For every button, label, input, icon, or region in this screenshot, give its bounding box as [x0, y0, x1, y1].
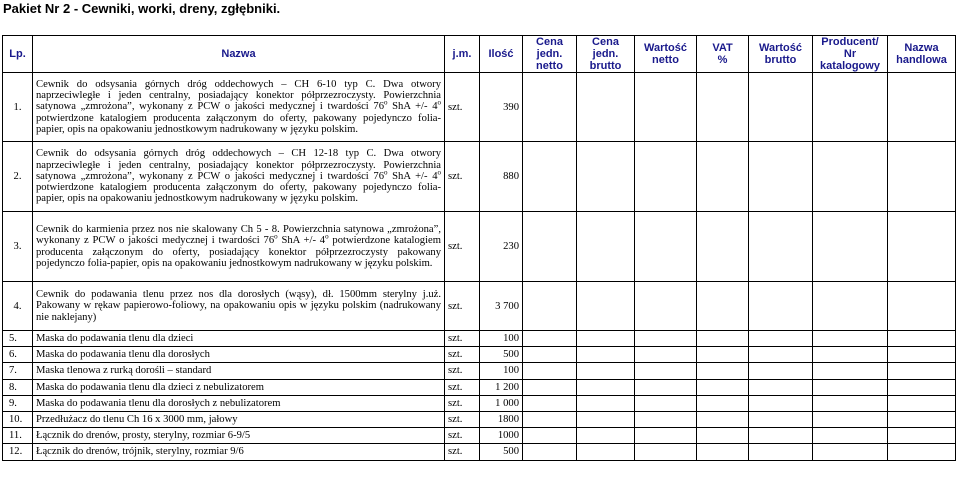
nazwa-handlowa-cell	[888, 395, 956, 411]
nazwa-handlowa-cell	[888, 347, 956, 363]
vat-cell	[697, 444, 749, 460]
wartosc-brutto-cell	[749, 282, 813, 331]
cena-brutto-cell	[577, 395, 635, 411]
item-description	[33, 395, 445, 411]
wartosc-brutto-cell	[749, 444, 813, 460]
vat-cell	[697, 363, 749, 379]
cena-brutto-cell	[577, 282, 635, 331]
table-body	[3, 73, 956, 461]
item-description	[33, 428, 445, 444]
table-row	[3, 379, 956, 395]
degree-superscript: o	[437, 168, 441, 177]
quantity: 1 200	[480, 379, 523, 395]
cena-netto-cell	[523, 331, 577, 347]
unit-of-measure: szt.	[445, 411, 480, 427]
unit-of-measure: szt.	[445, 331, 480, 347]
degree-superscript: o	[384, 168, 388, 177]
wartosc-brutto-cell	[749, 73, 813, 142]
quantity: 1800	[480, 411, 523, 427]
wartosc-netto-cell	[635, 212, 697, 282]
table-row	[3, 142, 956, 212]
row-number: 1.	[3, 73, 33, 142]
header-nazwa: Nazwa	[33, 36, 445, 73]
cena-netto-cell	[523, 444, 577, 460]
nazwa-handlowa-cell	[888, 428, 956, 444]
wartosc-brutto-cell	[749, 428, 813, 444]
item-description	[33, 212, 445, 282]
row-number: 4.	[3, 282, 33, 331]
table-row	[3, 428, 956, 444]
header-wartosc-brutto: Wartość brutto	[749, 36, 813, 73]
nazwa-handlowa-cell	[888, 444, 956, 460]
quantity: 500	[480, 347, 523, 363]
cena-netto-cell	[523, 282, 577, 331]
cena-brutto-cell	[577, 379, 635, 395]
nazwa-handlowa-cell	[888, 73, 956, 142]
producent-cell	[813, 142, 888, 212]
wartosc-netto-cell	[635, 282, 697, 331]
producent-cell	[813, 395, 888, 411]
description-text: potwierdzone katalogiem producenta załączonym do oferty, posiadający konektor półprzezroczysty pakowany pojedynczo folia-papier, opis na opakowaniu jednostkowym nadrukowany w języku polskim.	[36, 235, 441, 269]
nazwa-handlowa-cell	[888, 411, 956, 427]
unit-of-measure: szt.	[445, 444, 480, 460]
description-text: Maska do podawania tlenu dla dzieci z nebulizatorem	[36, 381, 264, 393]
quantity: 880	[480, 142, 523, 212]
quantity: 230	[480, 212, 523, 282]
unit-of-measure: szt.	[445, 395, 480, 411]
wartosc-netto-cell	[635, 395, 697, 411]
producent-cell	[813, 282, 888, 331]
wartosc-netto-cell	[635, 142, 697, 212]
description-text: Łącznik do drenów, prosty, sterylny, rozmiar 6-9/5	[36, 430, 251, 442]
producent-cell	[813, 428, 888, 444]
row-number: 5.	[3, 331, 33, 347]
quantity: 100	[480, 331, 523, 347]
cena-netto-cell	[523, 379, 577, 395]
row-number: 8.	[3, 379, 33, 395]
cena-brutto-cell	[577, 444, 635, 460]
cena-netto-cell	[523, 347, 577, 363]
wartosc-netto-cell	[635, 428, 697, 444]
wartosc-netto-cell	[635, 73, 697, 142]
producent-cell	[813, 347, 888, 363]
producent-cell	[813, 411, 888, 427]
row-number: 7.	[3, 363, 33, 379]
description-text: Łącznik do drenów, trójnik, sterylny, rozmiar 9/6	[36, 446, 244, 458]
cena-brutto-cell	[577, 142, 635, 212]
quantity: 500	[480, 444, 523, 460]
description-text: Maska tlenowa z rurką dorośli – standard	[36, 365, 212, 377]
vat-cell	[697, 395, 749, 411]
item-description	[33, 363, 445, 379]
nazwa-handlowa-cell	[888, 212, 956, 282]
wartosc-netto-cell	[635, 363, 697, 379]
vat-cell	[697, 347, 749, 363]
header-cena-netto: Cena jedn. netto	[523, 36, 577, 73]
unit-of-measure: szt.	[445, 428, 480, 444]
cena-netto-cell	[523, 428, 577, 444]
quantity: 3 700	[480, 282, 523, 331]
unit-of-measure: szt.	[445, 347, 480, 363]
cena-brutto-cell	[577, 73, 635, 142]
nazwa-handlowa-cell	[888, 282, 956, 331]
wartosc-netto-cell	[635, 347, 697, 363]
description-text: Cewnik do odsysania górnych dróg oddechowych – CH 12-18 typ C. Dwa otwory naprzeciwległe i jeden centralny, posiadający konektor półprzezroczysty. Powierzchnia satynowa „zmrożona”, wykonany z PCW o jakości medycznej i twardości 76	[36, 148, 441, 182]
page-title: Pakiet Nr 2 - Cewniki, worki, dreny, zgłębniki.	[3, 1, 281, 16]
description-text: ShA +/- 4	[387, 101, 438, 113]
description-text: potwierdzone katalogiem producenta załączonym do oferty, pakowany pojedynczo folia-papier, opis na opakowaniu jednostkowym nadrukowany w języku polskim.	[36, 112, 441, 135]
wartosc-netto-cell	[635, 331, 697, 347]
cena-netto-cell	[523, 212, 577, 282]
wartosc-brutto-cell	[749, 212, 813, 282]
cena-brutto-cell	[577, 411, 635, 427]
row-number: 9.	[3, 395, 33, 411]
header-jm: j.m.	[445, 36, 480, 73]
header-lp: Lp.	[3, 36, 33, 73]
table-header-row	[3, 36, 956, 73]
header-ilosc: Ilość	[480, 36, 523, 73]
table-row	[3, 212, 956, 282]
table-row	[3, 347, 956, 363]
item-description	[33, 282, 445, 331]
cena-netto-cell	[523, 142, 577, 212]
item-description	[33, 331, 445, 347]
row-number: 12.	[3, 444, 33, 460]
vat-cell	[697, 379, 749, 395]
degree-superscript: o	[437, 98, 441, 107]
quantity: 1 000	[480, 395, 523, 411]
degree-superscript: o	[325, 232, 329, 241]
nazwa-handlowa-cell	[888, 363, 956, 379]
table-row	[3, 363, 956, 379]
table-row	[3, 73, 956, 142]
cena-brutto-cell	[577, 331, 635, 347]
nazwa-handlowa-cell	[888, 379, 956, 395]
description-text: Maska do podawania tlenu dla dorosłych	[36, 349, 210, 361]
unit-of-measure: szt.	[445, 212, 480, 282]
cena-netto-cell	[523, 395, 577, 411]
table-row	[3, 411, 956, 427]
row-number: 10.	[3, 411, 33, 427]
header-wartosc-netto: Wartość netto	[635, 36, 697, 73]
vat-cell	[697, 142, 749, 212]
vat-cell	[697, 282, 749, 331]
item-description	[33, 411, 445, 427]
table-row	[3, 331, 956, 347]
cena-netto-cell	[523, 411, 577, 427]
wartosc-brutto-cell	[749, 347, 813, 363]
item-description	[33, 379, 445, 395]
producent-cell	[813, 444, 888, 460]
wartosc-netto-cell	[635, 444, 697, 460]
cena-netto-cell	[523, 363, 577, 379]
cena-brutto-cell	[577, 212, 635, 282]
vat-cell	[697, 411, 749, 427]
description-text: Przedłużacz do tlenu Ch 16 x 3000 mm, jałowy	[36, 413, 238, 425]
vat-cell	[697, 212, 749, 282]
degree-superscript: o	[274, 232, 278, 241]
wartosc-brutto-cell	[749, 379, 813, 395]
producent-cell	[813, 331, 888, 347]
cena-brutto-cell	[577, 347, 635, 363]
wartosc-brutto-cell	[749, 395, 813, 411]
vat-cell	[697, 73, 749, 142]
table-row	[3, 282, 956, 331]
table-row	[3, 395, 956, 411]
quantity: 1000	[480, 428, 523, 444]
header-nazwa-handlowa: Nazwa handlowa	[888, 36, 956, 73]
vat-cell	[697, 331, 749, 347]
item-description	[33, 142, 445, 212]
degree-superscript: o	[384, 98, 388, 107]
row-number: 3.	[3, 212, 33, 282]
wartosc-brutto-cell	[749, 411, 813, 427]
description-text: Cewnik do odsysania górnych dróg oddechowych – CH 6-10 typ C. Dwa otwory naprzeciwległe i jeden centralny, posiadający konektor półprzezroczysty. Powierzchnia satynowa „zmrożona”, wykonany z PCW o jakości medycznej i twardości 76	[36, 78, 441, 113]
description-text: Cewnik do karmienia przez nos nie skalowany Ch 5 - 8. Powierzchnia satynowa „zmrożona”, wykonany z PCW o jakości medycznej i twardości 76	[36, 224, 441, 247]
cena-brutto-cell	[577, 428, 635, 444]
description-text: ShA +/- 4	[387, 170, 438, 182]
price-table	[2, 35, 956, 461]
description-text: ShA +/- 4	[277, 235, 326, 247]
header-vat: VAT %	[697, 36, 749, 73]
row-number: 6.	[3, 347, 33, 363]
item-description	[33, 347, 445, 363]
unit-of-measure: szt.	[445, 363, 480, 379]
item-description	[33, 73, 445, 142]
vat-cell	[697, 428, 749, 444]
description-text: Maska do podawania tlenu dla dorosłych z nebulizatorem	[36, 397, 281, 409]
wartosc-brutto-cell	[749, 331, 813, 347]
nazwa-handlowa-cell	[888, 331, 956, 347]
unit-of-measure: szt.	[445, 282, 480, 331]
header-cena-brutto: Cena jedn. brutto	[577, 36, 635, 73]
description-text: Maska do podawania tlenu dla dzieci	[36, 332, 194, 344]
wartosc-brutto-cell	[749, 363, 813, 379]
producent-cell	[813, 73, 888, 142]
row-number: 11.	[3, 428, 33, 444]
header-producent: Producent/ Nr katalogowy	[813, 36, 888, 73]
producent-cell	[813, 212, 888, 282]
cena-netto-cell	[523, 73, 577, 142]
table-row	[3, 444, 956, 460]
nazwa-handlowa-cell	[888, 142, 956, 212]
description-text: Cewnik do podawania tlenu przez nos dla dorosłych (wąsy), dł. 1500mm sterylny j.uż. Pakowany w rękaw papierowo-foliowy, na opakowaniu opis w języku polskim (nadrukowany nie naklejany)	[36, 289, 441, 323]
wartosc-brutto-cell	[749, 142, 813, 212]
producent-cell	[813, 363, 888, 379]
row-number: 2.	[3, 142, 33, 212]
cena-brutto-cell	[577, 363, 635, 379]
item-description	[33, 444, 445, 460]
description-text: potwierdzone katalogiem producenta załączonym do oferty, pakowany pojedynczo folia-papier, opis na opakowaniu jednostkowym nadrukowany w języku polskim.	[36, 182, 441, 205]
unit-of-measure: szt.	[445, 379, 480, 395]
producent-cell	[813, 379, 888, 395]
wartosc-netto-cell	[635, 379, 697, 395]
wartosc-netto-cell	[635, 411, 697, 427]
quantity: 100	[480, 363, 523, 379]
unit-of-measure: szt.	[445, 142, 480, 212]
unit-of-measure: szt.	[445, 73, 480, 142]
quantity: 390	[480, 73, 523, 142]
